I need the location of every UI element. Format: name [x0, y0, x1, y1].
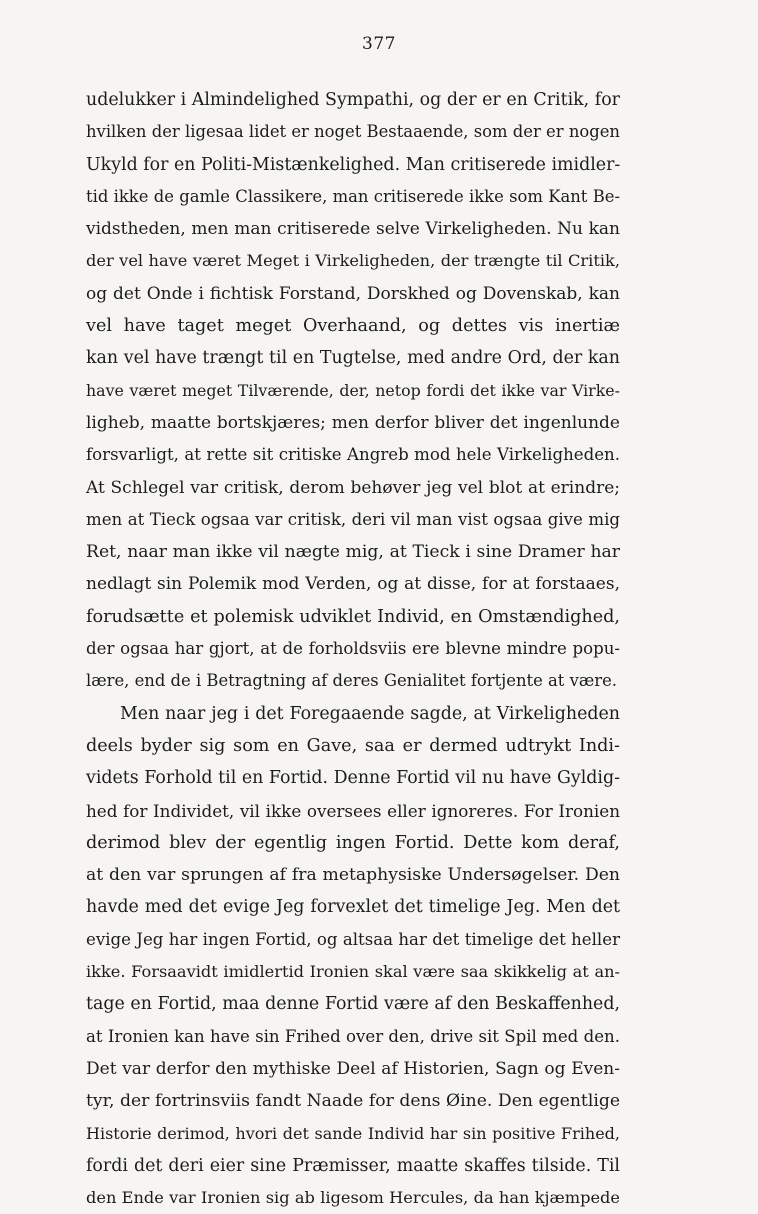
text-line: kan vel have trængt til en Tugtelse, med andre Ord, der kan	[86, 348, 620, 369]
text-line: ikke. Forsaavidt imidlertid Ironien skal være saa skikkelig at an-	[86, 962, 620, 982]
text-line: Det var derfor den mythiske Deel af Historien, Sagn og Even-	[86, 1058, 620, 1079]
text-line: have været meget Tilværende, der, netop fordi det ikke var Virke-	[86, 380, 620, 400]
text-line: vel have taget meget Overhaand, og dettes vis inertiæ	[86, 316, 620, 337]
text-line: Men naar jeg i det Foregaaende sagde, at Virkeligheden	[120, 703, 620, 724]
text-line: vidstheden, men man critiserede selve Virkeligheden. Nu kan	[86, 219, 620, 240]
text-line: ligheb, maatte bortskjæres; men derfor bliver det ingenlunde	[86, 412, 620, 433]
text-line: at den var sprungen af fra metaphysiske Undersøgelser. Den	[86, 865, 620, 886]
text-line: At Schlegel var critisk, derom behøver jeg vel blot at erindre;	[86, 477, 620, 498]
text-line: tid ikke de gamle Classikere, man critiserede ikke som Kant Be-	[86, 186, 620, 206]
text-line: men at Tieck ogsaa var critisk, deri vil man vist ogsaa give mig	[86, 509, 620, 529]
text-line: der vel have været Meget i Virkeligheden, der trængte til Critik,	[86, 251, 620, 271]
text-line: Ret, naar man ikke vil nægte mig, at Tieck i sine Dramer har	[86, 542, 620, 563]
text-line: Historie derimod, hvori det sande Individ har sin positive Frihed,	[86, 1123, 620, 1143]
text-line: hed for Individet, vil ikke oversees eller ignoreres. For Ironien	[86, 800, 620, 821]
text-line: hvilken der ligesaa lidet er noget Bestaaende, som der er nogen	[86, 122, 620, 142]
text-line: forsvarligt, at rette sit critiske Angreb mod hele Virkeligheden.	[86, 445, 620, 465]
text-line: der ogsaa har gjort, at de forholdsviis ere blevne mindre popu-	[86, 639, 620, 659]
body-text	[86, 84, 620, 1214]
text-line: nedlagt sin Polemik mod Verden, og at disse, for at forstaaes,	[86, 574, 620, 595]
text-line: tyr, der fortrinsviis fandt Naade for dens Øine. Den egentlige	[86, 1091, 620, 1112]
text-line: tage en Fortid, maa denne Fortid være af den Beskaffenhed,	[86, 994, 620, 1015]
text-line: lære, end de i Betragtning af deres Genialitet fortjente at være.	[86, 671, 617, 691]
text-line: forudsætte et polemisk udviklet Individ, en Omstændighed,	[86, 606, 620, 627]
text-line: deels byder sig som en Gave, saa er dermed udtrykt Indi-	[86, 735, 620, 756]
page-number: 377	[362, 34, 396, 54]
text-line: fordi det deri eier sine Præmisser, maatte skaffes tilside. Til	[86, 1155, 620, 1176]
text-line: at Ironien kan have sin Frihed over den, drive sit Spil med den.	[86, 1026, 620, 1046]
text-line: havde med det evige Jeg forvexlet det timelige Jeg. Men det	[86, 897, 620, 918]
text-line: Ukyld for en Politi-Mistænkelighed. Man critiserede imidler-	[86, 154, 621, 175]
text-line: og det Onde i fichtisk Forstand, Dorskhed og Dovenskab, kan	[86, 283, 620, 304]
text-line: den Ende var Ironien sig ab ligesom Hercules, da han kjæmpede	[86, 1188, 620, 1208]
text-line: videts Forhold til en Fortid. Denne Fortid vil nu have Gyldig-	[86, 768, 620, 789]
text-line: evige Jeg har ingen Fortid, og altsaa har det timelige det heller	[86, 929, 620, 949]
text-line: derimod blev der egentlig ingen Fortid. Dette kom deraf,	[86, 832, 620, 853]
text-line: udelukker i Almindelighed Sympathi, og der er en Critik, for	[86, 90, 620, 110]
